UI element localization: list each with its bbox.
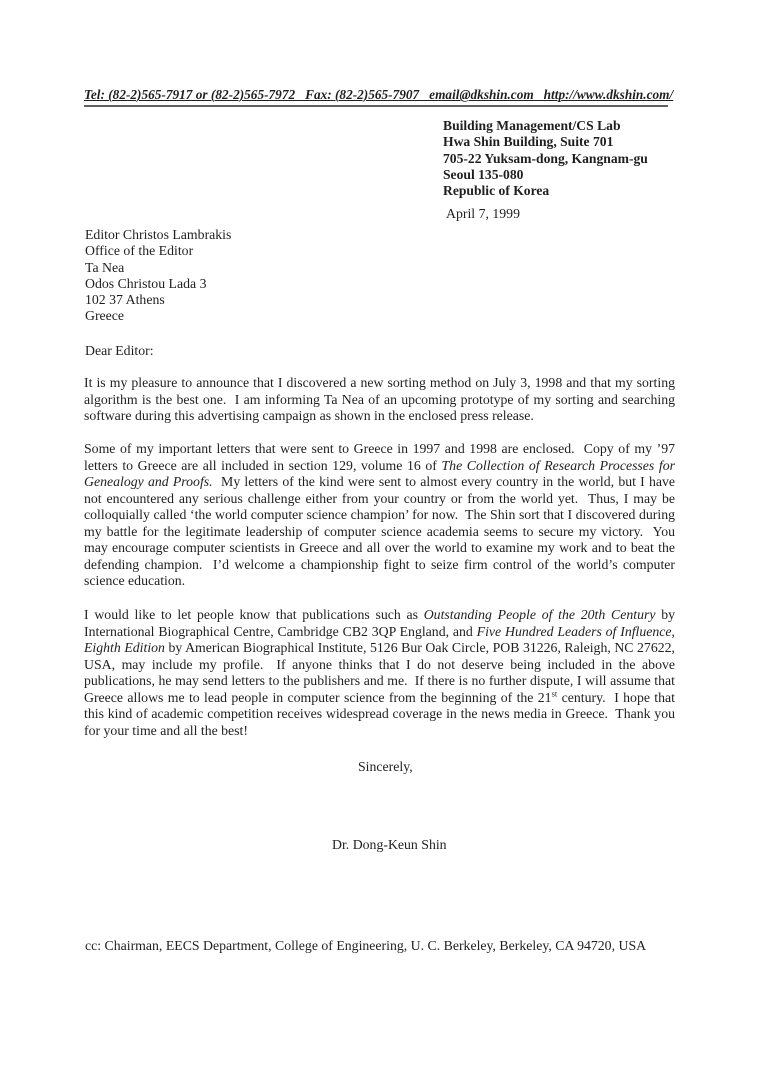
recipient-address-line: Greece xyxy=(85,308,125,324)
salutation: Dear Editor: xyxy=(85,343,154,358)
body-paragraph-1: It is my pleasure to announce that I discovered a new sorting method on July 3, 1998 and that my sorting algorithm is the best one. I am informing Ta Nea of an upcoming prototype of my sorting and searching software during this advertising campaign as shown in the enclosed press release. xyxy=(84,375,675,424)
sender-address-line: Hwa Shin Building, Suite 701 xyxy=(443,134,614,150)
sender-address-line: 705-22 Yuksam-dong, Kangnam-gu xyxy=(443,150,648,166)
sender-address-line: Republic of Korea xyxy=(443,183,550,199)
recipient-address-line: Odos Christou Lada 3 xyxy=(85,275,207,291)
recipient-address-line: Editor Christos Lambrakis xyxy=(85,227,232,242)
recipient-address-block xyxy=(85,227,231,325)
body-paragraph-3: I would like to let people know that publications such as Outstanding People of the 20th Century by International Biographical Centre, Cambridge CB2 3QP England, and Five Hundred Leaders of Influence, Eighth Edition by American Biographical Institute, 5126 Bur Oak Circle, POB 31226, Raleigh, NC 27622, USA, may include my profile. If anyone thinks that I do not deserve being included in the above publications, he may send letters to the publishers and me. If there is no further dispute, I will assume that Greece allows me to lead people in computer science from the beginning of the 21st century. I hope that this kind of academic competition receives widespread coverage in the news media in Greece. Thank you for your time and all the best! xyxy=(84,607,675,738)
sender-address-line: Building Management/CS Lab xyxy=(443,118,621,133)
letterhead-contact-bar xyxy=(84,86,674,107)
recipient-address-line: Office of the Editor xyxy=(85,243,194,259)
letter-date: April 7, 1999 xyxy=(446,206,520,221)
letterhead-contact-text: Tel: (82-2)565-7917 or (82-2)565-7972 Fax: (82-2)565-7907 email@dkshin.com http://www.dkshin.com/ xyxy=(84,87,674,102)
body-paragraph-2: Some of my important letters that were sent to Greece in 1997 and 1998 are enclosed. Copy of my ’97 letters to Greece are all included in section 129, volume 16 of The Collection of Research Processes for Genealogy and Proofs. My letters of the kind were sent to almost every country in the world, but I have not encountered any serious challenge either from your country or from the world yet. Thus, I may be colloquially called ‘the world computer science champion’ for now. The Shin sort that I discovered during my battle for the legitimate leadership of computer science academia seems to secure my victory. You may encourage computer scientists in Greece and all over the world to examine my work and to beat the defending champion. I’d welcome a championship fight to seize firm control of the world’s computer science education. xyxy=(84,441,676,589)
valediction: Sincerely, xyxy=(358,759,413,774)
sender-address-line: Seoul 135-080 xyxy=(443,166,524,182)
signature-name: Dr. Dong-Keun Shin xyxy=(332,837,447,852)
cc-line: cc: Chairman, EECS Department, College of Engineering, U. C. Berkeley, Berkeley, CA 94720, USA xyxy=(85,938,647,953)
recipient-address-line: 102 37 Athens xyxy=(85,292,165,308)
sender-address-block xyxy=(443,118,648,199)
recipient-address-line: Ta Nea xyxy=(85,259,125,275)
